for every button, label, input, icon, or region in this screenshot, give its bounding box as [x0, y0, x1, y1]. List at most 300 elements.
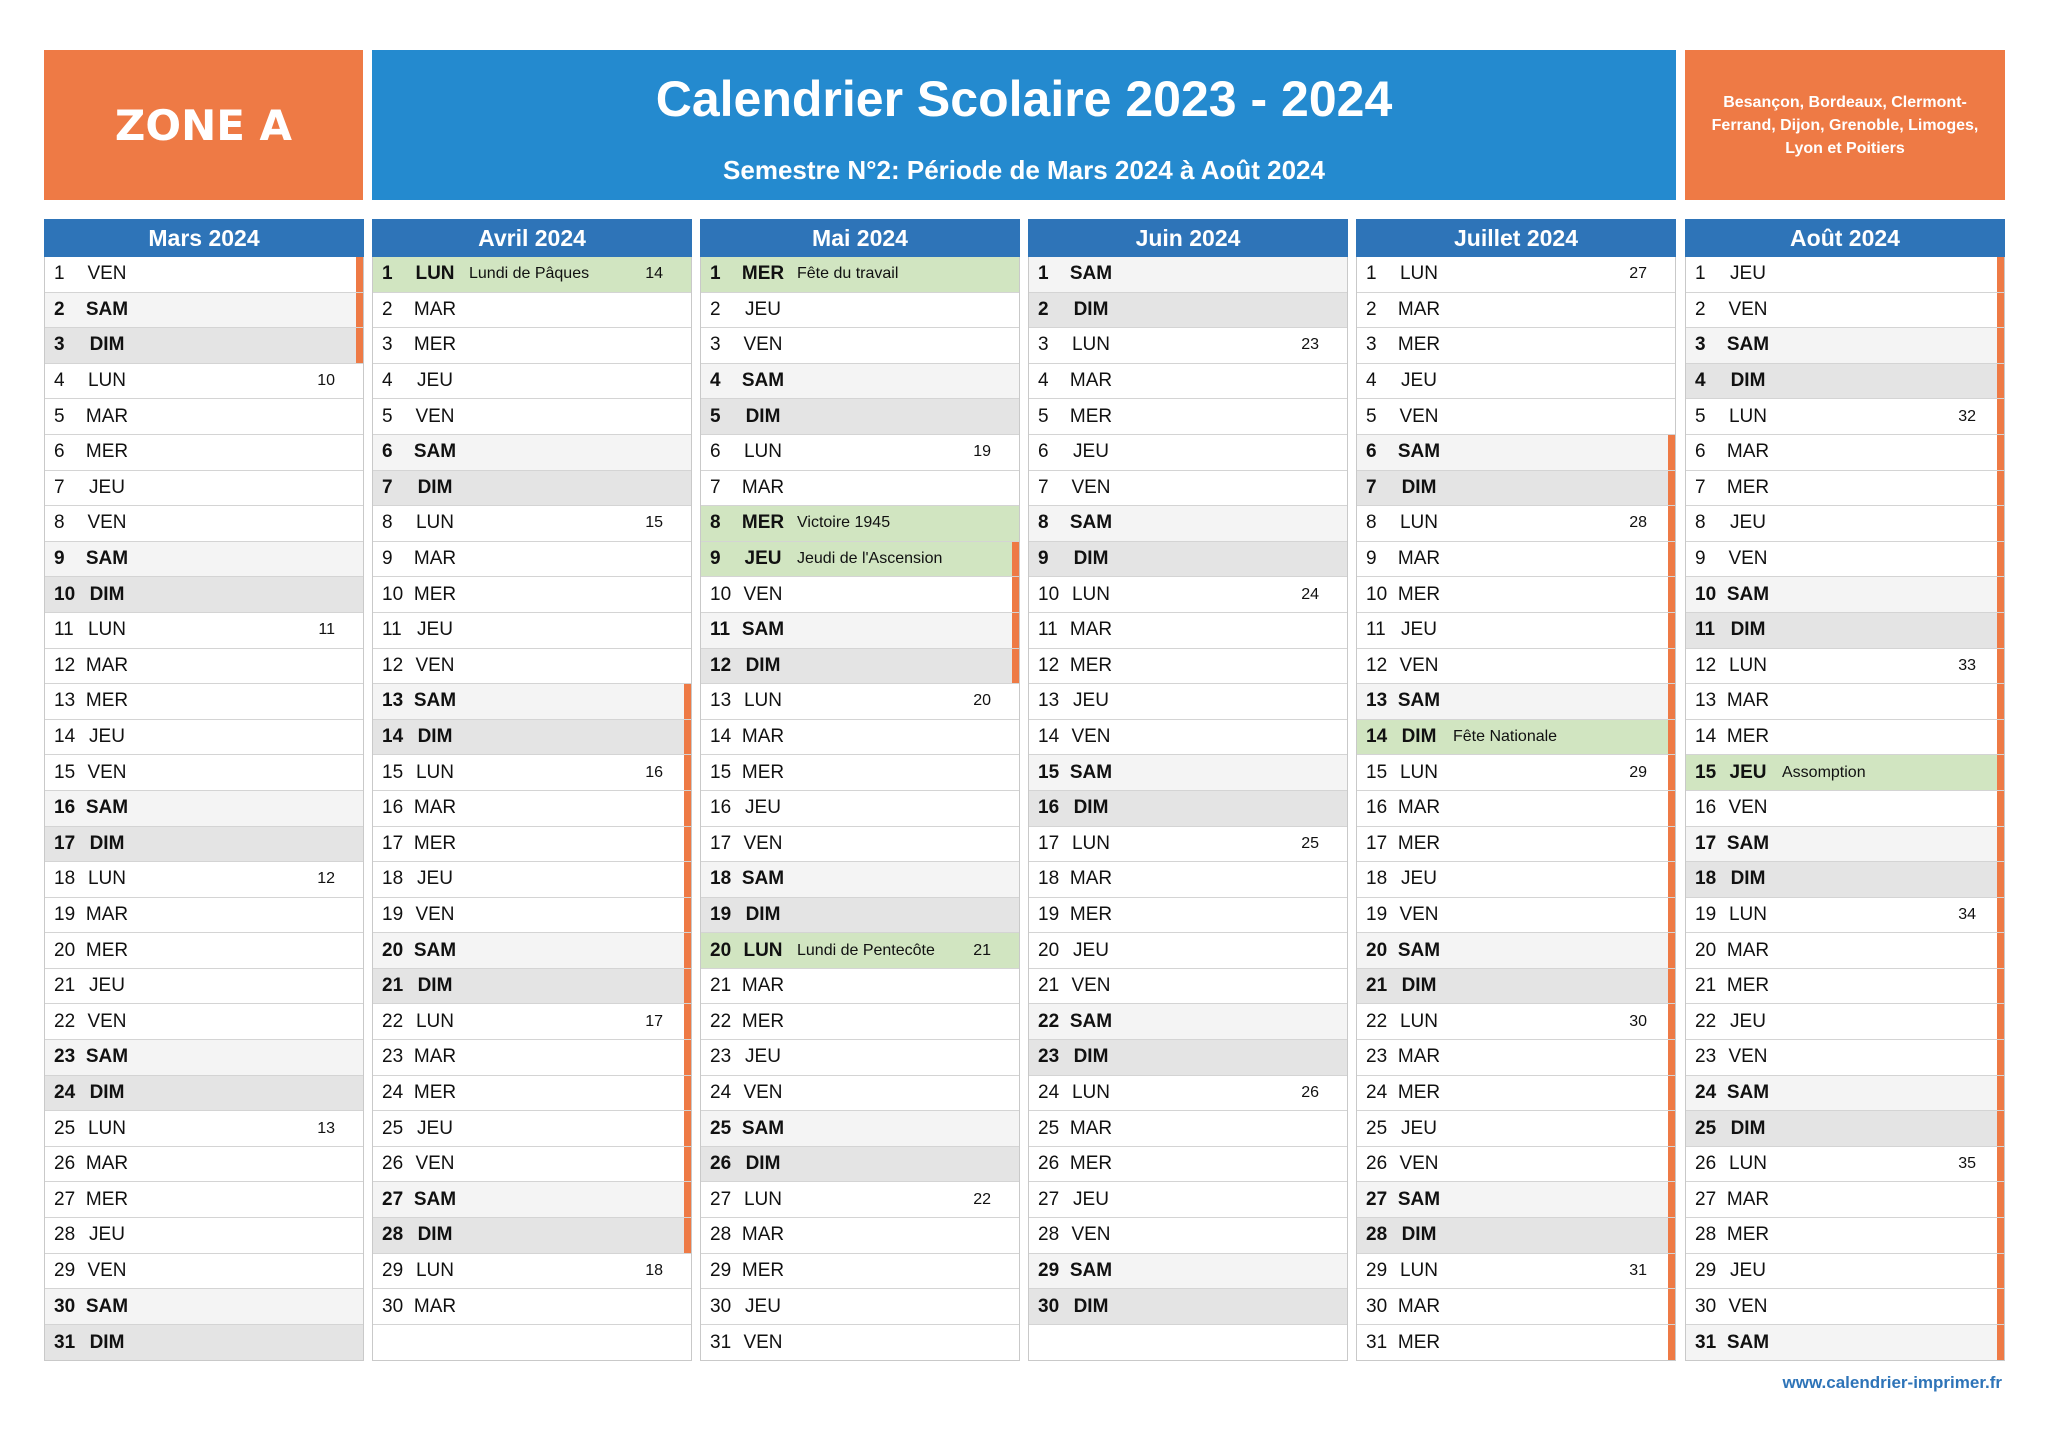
day-row	[701, 257, 1019, 293]
day-name: SAM	[1726, 832, 1770, 854]
day-name: LUN	[87, 868, 126, 890]
day-row	[1029, 1004, 1347, 1040]
vacation-marker	[1997, 755, 2004, 790]
day-name: MER	[1726, 975, 1770, 997]
day-number: 18	[382, 868, 404, 890]
day-row	[701, 862, 1019, 898]
month-column	[1356, 219, 1676, 1361]
vacation-marker	[684, 1076, 691, 1111]
day-number: 3	[1695, 334, 1706, 356]
day-name: MAR	[85, 405, 129, 427]
day-row	[1357, 1076, 1675, 1112]
day-number: 26	[1038, 1153, 1060, 1175]
day-number: 18	[1038, 868, 1060, 890]
day-row	[701, 1004, 1019, 1040]
day-number: 26	[710, 1153, 732, 1175]
day-row	[45, 1147, 363, 1183]
day-row	[373, 1218, 691, 1254]
day-name: JEU	[1073, 690, 1109, 712]
vacation-marker	[1668, 577, 1675, 612]
day-name: MAR	[1726, 690, 1770, 712]
day-number: 6	[54, 441, 65, 463]
zone-text: ZONE A	[114, 100, 293, 150]
day-number: 7	[710, 476, 721, 498]
month-column	[372, 219, 692, 1361]
day-number: 29	[54, 1259, 76, 1281]
day-row	[1029, 293, 1347, 329]
day-number: 12	[1366, 654, 1388, 676]
day-number: 14	[710, 726, 732, 748]
day-number: 7	[1038, 476, 1049, 498]
vacation-marker	[1012, 613, 1019, 648]
day-number: 23	[710, 1046, 732, 1068]
day-number: 26	[54, 1153, 76, 1175]
day-name: SAM	[1726, 334, 1770, 356]
week-number: 16	[645, 763, 663, 781]
vacation-marker	[1668, 1147, 1675, 1182]
day-name: MER	[1397, 1331, 1441, 1353]
day-name: VEN	[1399, 405, 1439, 427]
day-row	[1686, 471, 2004, 507]
day-number: 6	[1695, 441, 1706, 463]
vacation-marker	[1997, 862, 2004, 897]
vacation-marker	[684, 1040, 691, 1075]
day-name: DIM	[89, 334, 125, 356]
day-row	[45, 577, 363, 613]
day-name: VEN	[415, 1153, 455, 1175]
day-number: 25	[382, 1117, 404, 1139]
day-number: 25	[54, 1117, 76, 1139]
vacation-marker	[1997, 827, 2004, 862]
vacation-marker	[1012, 577, 1019, 612]
day-number: 21	[382, 975, 404, 997]
day-name: LUN	[87, 619, 126, 641]
day-number: 18	[1366, 868, 1388, 890]
day-name: JEU	[1730, 512, 1766, 534]
week-number: 27	[1629, 265, 1647, 283]
day-number: 14	[1366, 726, 1388, 748]
day-number: 28	[54, 1224, 76, 1246]
day-row	[701, 1325, 1019, 1361]
day-name: MAR	[85, 1153, 129, 1175]
day-name: LUN	[415, 512, 454, 534]
day-list	[1685, 257, 2005, 1361]
vacation-marker	[1997, 1289, 2004, 1324]
day-name: MER	[413, 583, 457, 605]
day-number: 29	[382, 1259, 404, 1281]
day-row	[1686, 435, 2004, 471]
day-number: 17	[382, 832, 404, 854]
day-number: 30	[710, 1295, 732, 1317]
day-name: SAM	[1397, 441, 1441, 463]
day-row	[373, 1182, 691, 1218]
vacation-marker	[1668, 435, 1675, 470]
week-number: 34	[1958, 905, 1976, 923]
vacation-marker	[1997, 471, 2004, 506]
vacation-marker	[1997, 257, 2004, 292]
day-name: JEU	[1730, 1259, 1766, 1281]
day-row	[1029, 399, 1347, 435]
day-name: JEU	[417, 370, 453, 392]
day-number: 20	[1366, 939, 1388, 961]
day-name: MAR	[413, 797, 457, 819]
day-row	[1686, 1182, 2004, 1218]
day-number: 30	[1366, 1295, 1388, 1317]
day-number: 17	[1038, 832, 1060, 854]
day-number: 5	[382, 405, 393, 427]
day-row	[45, 827, 363, 863]
website-link[interactable]: www.calendrier-imprimer.fr	[1782, 1373, 2002, 1392]
week-number: 30	[1629, 1012, 1647, 1030]
day-row	[1357, 506, 1675, 542]
day-row	[373, 933, 691, 969]
day-number: 30	[1038, 1295, 1060, 1317]
day-name: SAM	[85, 298, 129, 320]
day-row	[1686, 791, 2004, 827]
vacation-marker	[1668, 542, 1675, 577]
day-row	[1029, 1218, 1347, 1254]
day-list	[1356, 257, 1676, 1361]
vacation-marker	[684, 755, 691, 790]
day-number: 7	[382, 476, 393, 498]
day-row	[373, 1076, 691, 1112]
day-name: DIM	[1401, 476, 1437, 498]
day-name: JEU	[745, 1046, 781, 1068]
day-name: LUN	[1071, 832, 1110, 854]
day-name: SAM	[413, 690, 457, 712]
day-name: MAR	[413, 548, 457, 570]
vacation-marker	[1997, 933, 2004, 968]
day-number: 5	[1366, 405, 1377, 427]
day-name: SAM	[1069, 512, 1113, 534]
day-row	[701, 328, 1019, 364]
day-name: JEU	[89, 476, 125, 498]
day-row	[1357, 720, 1675, 756]
day-name: VEN	[743, 1081, 783, 1103]
day-name: SAM	[413, 441, 457, 463]
day-name: DIM	[417, 476, 453, 498]
day-number: 13	[54, 690, 76, 712]
day-number: 21	[710, 975, 732, 997]
vacation-marker	[684, 1218, 691, 1253]
day-name: SAM	[1069, 1010, 1113, 1032]
day-row	[373, 791, 691, 827]
day-name: DIM	[1730, 868, 1766, 890]
day-name: SAM	[1397, 939, 1441, 961]
day-row	[373, 1325, 691, 1361]
day-name: MAR	[1726, 441, 1770, 463]
day-number: 28	[710, 1224, 732, 1246]
day-row	[1357, 1004, 1675, 1040]
day-name: JEU	[417, 868, 453, 890]
vacation-marker	[1668, 969, 1675, 1004]
day-name: DIM	[1073, 797, 1109, 819]
day-number: 10	[710, 583, 732, 605]
day-row	[701, 1111, 1019, 1147]
day-name: JEU	[417, 619, 453, 641]
day-name: DIM	[745, 903, 781, 925]
day-name: DIM	[1401, 1224, 1437, 1246]
day-row	[1357, 755, 1675, 791]
day-row	[1029, 1147, 1347, 1183]
day-name: MER	[741, 263, 785, 285]
day-name: MER	[85, 939, 129, 961]
vacation-marker	[1668, 1182, 1675, 1217]
day-row	[1357, 827, 1675, 863]
day-row	[1686, 684, 2004, 720]
day-row	[373, 542, 691, 578]
day-name: DIM	[1073, 548, 1109, 570]
day-number: 25	[1038, 1117, 1060, 1139]
day-name: LUN	[415, 263, 455, 285]
day-name: JEU	[1730, 263, 1766, 285]
day-number: 17	[54, 832, 76, 854]
day-number: 14	[54, 726, 76, 748]
day-name: VEN	[1399, 654, 1439, 676]
day-row	[1686, 257, 2004, 293]
day-number: 9	[54, 548, 65, 570]
day-number: 27	[1366, 1188, 1388, 1210]
day-number: 8	[1366, 512, 1377, 534]
week-number: 25	[1301, 834, 1319, 852]
vacation-marker	[1997, 399, 2004, 434]
vacation-marker	[1668, 471, 1675, 506]
day-number: 4	[382, 370, 393, 392]
day-number: 24	[54, 1081, 76, 1103]
vacation-marker	[1997, 542, 2004, 577]
day-name: JEU	[1073, 939, 1109, 961]
vacation-marker	[684, 1147, 691, 1182]
vacation-marker	[1997, 364, 2004, 399]
day-number: 1	[54, 263, 65, 285]
day-number: 8	[1695, 512, 1706, 534]
cities-box	[1685, 50, 2005, 200]
vacation-marker	[1668, 1076, 1675, 1111]
day-number: 22	[54, 1010, 76, 1032]
day-number: 27	[54, 1188, 76, 1210]
day-name: MAR	[1069, 1117, 1113, 1139]
day-row	[1029, 471, 1347, 507]
day-row	[1357, 1147, 1675, 1183]
week-number: 35	[1958, 1155, 1976, 1173]
holiday-label: Fête Nationale	[1453, 728, 1558, 746]
day-number: 17	[710, 832, 732, 854]
day-row	[45, 328, 363, 364]
day-name: VEN	[743, 1331, 783, 1353]
day-row	[1029, 1254, 1347, 1290]
day-number: 4	[710, 370, 721, 392]
cities-text: Besançon, Bordeaux, Clermont-Ferrand, Dijon, Grenoble, Limoges, Lyon et Poitiers	[1711, 93, 1979, 157]
day-number: 13	[1038, 690, 1060, 712]
day-row	[1686, 1111, 2004, 1147]
day-row	[45, 1111, 363, 1147]
month-header: Mai 2024	[700, 219, 1020, 257]
day-row	[1357, 1111, 1675, 1147]
day-name: SAM	[1726, 1081, 1770, 1103]
day-row	[373, 471, 691, 507]
month-column	[44, 219, 364, 1361]
day-number: 17	[1695, 832, 1717, 854]
day-row	[1357, 471, 1675, 507]
day-row	[1357, 969, 1675, 1005]
day-name: SAM	[1069, 263, 1113, 285]
day-row	[1029, 720, 1347, 756]
day-number: 21	[1366, 975, 1388, 997]
day-name: LUN	[1399, 263, 1438, 285]
day-row	[1357, 1254, 1675, 1290]
day-number: 9	[1038, 548, 1049, 570]
day-row	[45, 791, 363, 827]
day-name: SAM	[1726, 583, 1770, 605]
day-number: 24	[382, 1081, 404, 1103]
day-number: 13	[382, 690, 404, 712]
day-number: 22	[382, 1010, 404, 1032]
day-number: 19	[710, 903, 732, 925]
day-row	[1029, 933, 1347, 969]
day-name: LUN	[1728, 903, 1767, 925]
day-name: VEN	[1399, 1153, 1439, 1175]
day-row	[1686, 577, 2004, 613]
day-name: JEU	[1729, 761, 1767, 783]
vacation-marker	[1997, 328, 2004, 363]
day-name: JEU	[1073, 441, 1109, 463]
day-row	[1686, 933, 2004, 969]
day-number: 5	[54, 405, 65, 427]
day-number: 1	[1695, 263, 1706, 285]
day-name: VEN	[87, 761, 127, 783]
holiday-label: Victoire 1945	[797, 514, 891, 532]
day-row	[373, 1111, 691, 1147]
day-number: 28	[1038, 1224, 1060, 1246]
day-name: MAR	[1726, 1188, 1770, 1210]
day-name: MER	[85, 441, 129, 463]
day-name: MAR	[1069, 370, 1113, 392]
day-name: VEN	[87, 512, 127, 534]
day-number: 13	[1366, 690, 1388, 712]
day-number: 6	[1366, 441, 1377, 463]
holiday-label: Fête du travail	[797, 265, 899, 283]
day-name: DIM	[1730, 619, 1766, 641]
day-number: 15	[1366, 761, 1388, 783]
day-name: SAM	[85, 797, 129, 819]
day-number: 19	[1695, 903, 1717, 925]
day-row	[701, 506, 1019, 542]
day-name: DIM	[1401, 726, 1437, 748]
day-row	[1357, 933, 1675, 969]
day-name: MAR	[413, 298, 457, 320]
day-name: MAR	[1397, 548, 1441, 570]
day-number: 31	[1695, 1331, 1717, 1353]
vacation-marker	[1012, 649, 1019, 684]
day-row	[1686, 293, 2004, 329]
day-number: 1	[1366, 263, 1377, 285]
month-header: Mars 2024	[44, 219, 364, 257]
day-name: MER	[1397, 1081, 1441, 1103]
day-row	[45, 1289, 363, 1325]
day-name: DIM	[89, 1331, 125, 1353]
week-number: 17	[645, 1012, 663, 1030]
day-name: LUN	[743, 690, 782, 712]
day-row	[45, 471, 363, 507]
vacation-marker	[1668, 898, 1675, 933]
vacation-marker	[1668, 1040, 1675, 1075]
day-name: MAR	[85, 654, 129, 676]
vacation-marker	[1668, 827, 1675, 862]
day-row	[1357, 257, 1675, 293]
day-list	[44, 257, 364, 1361]
vacation-marker	[1668, 1325, 1675, 1361]
day-number: 5	[710, 405, 721, 427]
day-row	[701, 720, 1019, 756]
day-row	[701, 1182, 1019, 1218]
day-row	[1357, 542, 1675, 578]
day-row	[701, 684, 1019, 720]
day-row	[1357, 1040, 1675, 1076]
day-name: SAM	[1069, 761, 1113, 783]
day-number: 24	[1366, 1081, 1388, 1103]
day-number: 10	[1366, 583, 1388, 605]
day-number: 7	[54, 476, 65, 498]
week-number: 18	[645, 1261, 663, 1279]
day-row	[1357, 898, 1675, 934]
day-number: 15	[710, 761, 732, 783]
day-row	[1686, 827, 2004, 863]
week-number: 28	[1629, 514, 1647, 532]
day-name: MER	[1397, 334, 1441, 356]
day-name: MAR	[741, 726, 785, 748]
day-name: MER	[1397, 583, 1441, 605]
vacation-marker	[1997, 1076, 2004, 1111]
day-row	[1686, 1076, 2004, 1112]
vacation-marker	[1668, 720, 1675, 755]
day-number: 8	[54, 512, 65, 534]
vacation-marker	[1997, 649, 2004, 684]
day-row	[701, 1076, 1019, 1112]
day-name: LUN	[1399, 1259, 1438, 1281]
day-name: LUN	[87, 370, 126, 392]
day-name: JEU	[1401, 370, 1437, 392]
day-name: LUN	[743, 1188, 782, 1210]
day-name: JEU	[745, 797, 781, 819]
day-number: 22	[710, 1010, 732, 1032]
day-number: 15	[54, 761, 76, 783]
day-row	[373, 1289, 691, 1325]
day-row	[701, 542, 1019, 578]
vacation-marker	[1668, 1218, 1675, 1253]
day-number: 23	[54, 1046, 76, 1068]
day-number: 22	[1366, 1010, 1388, 1032]
vacation-marker	[684, 1004, 691, 1039]
day-row	[373, 364, 691, 400]
day-number: 5	[1695, 405, 1706, 427]
day-name: VEN	[1071, 1224, 1111, 1246]
day-row	[1686, 1325, 2004, 1361]
day-row	[373, 862, 691, 898]
day-number: 29	[1695, 1259, 1717, 1281]
vacation-marker	[1668, 755, 1675, 790]
day-row	[1357, 399, 1675, 435]
day-number: 29	[1366, 1259, 1388, 1281]
day-number: 23	[382, 1046, 404, 1068]
day-row	[701, 933, 1019, 969]
week-number: 21	[973, 941, 991, 959]
day-number: 29	[710, 1259, 732, 1281]
day-row	[1686, 328, 2004, 364]
day-row	[701, 471, 1019, 507]
day-row	[1357, 684, 1675, 720]
day-row	[1029, 435, 1347, 471]
day-number: 25	[710, 1117, 732, 1139]
